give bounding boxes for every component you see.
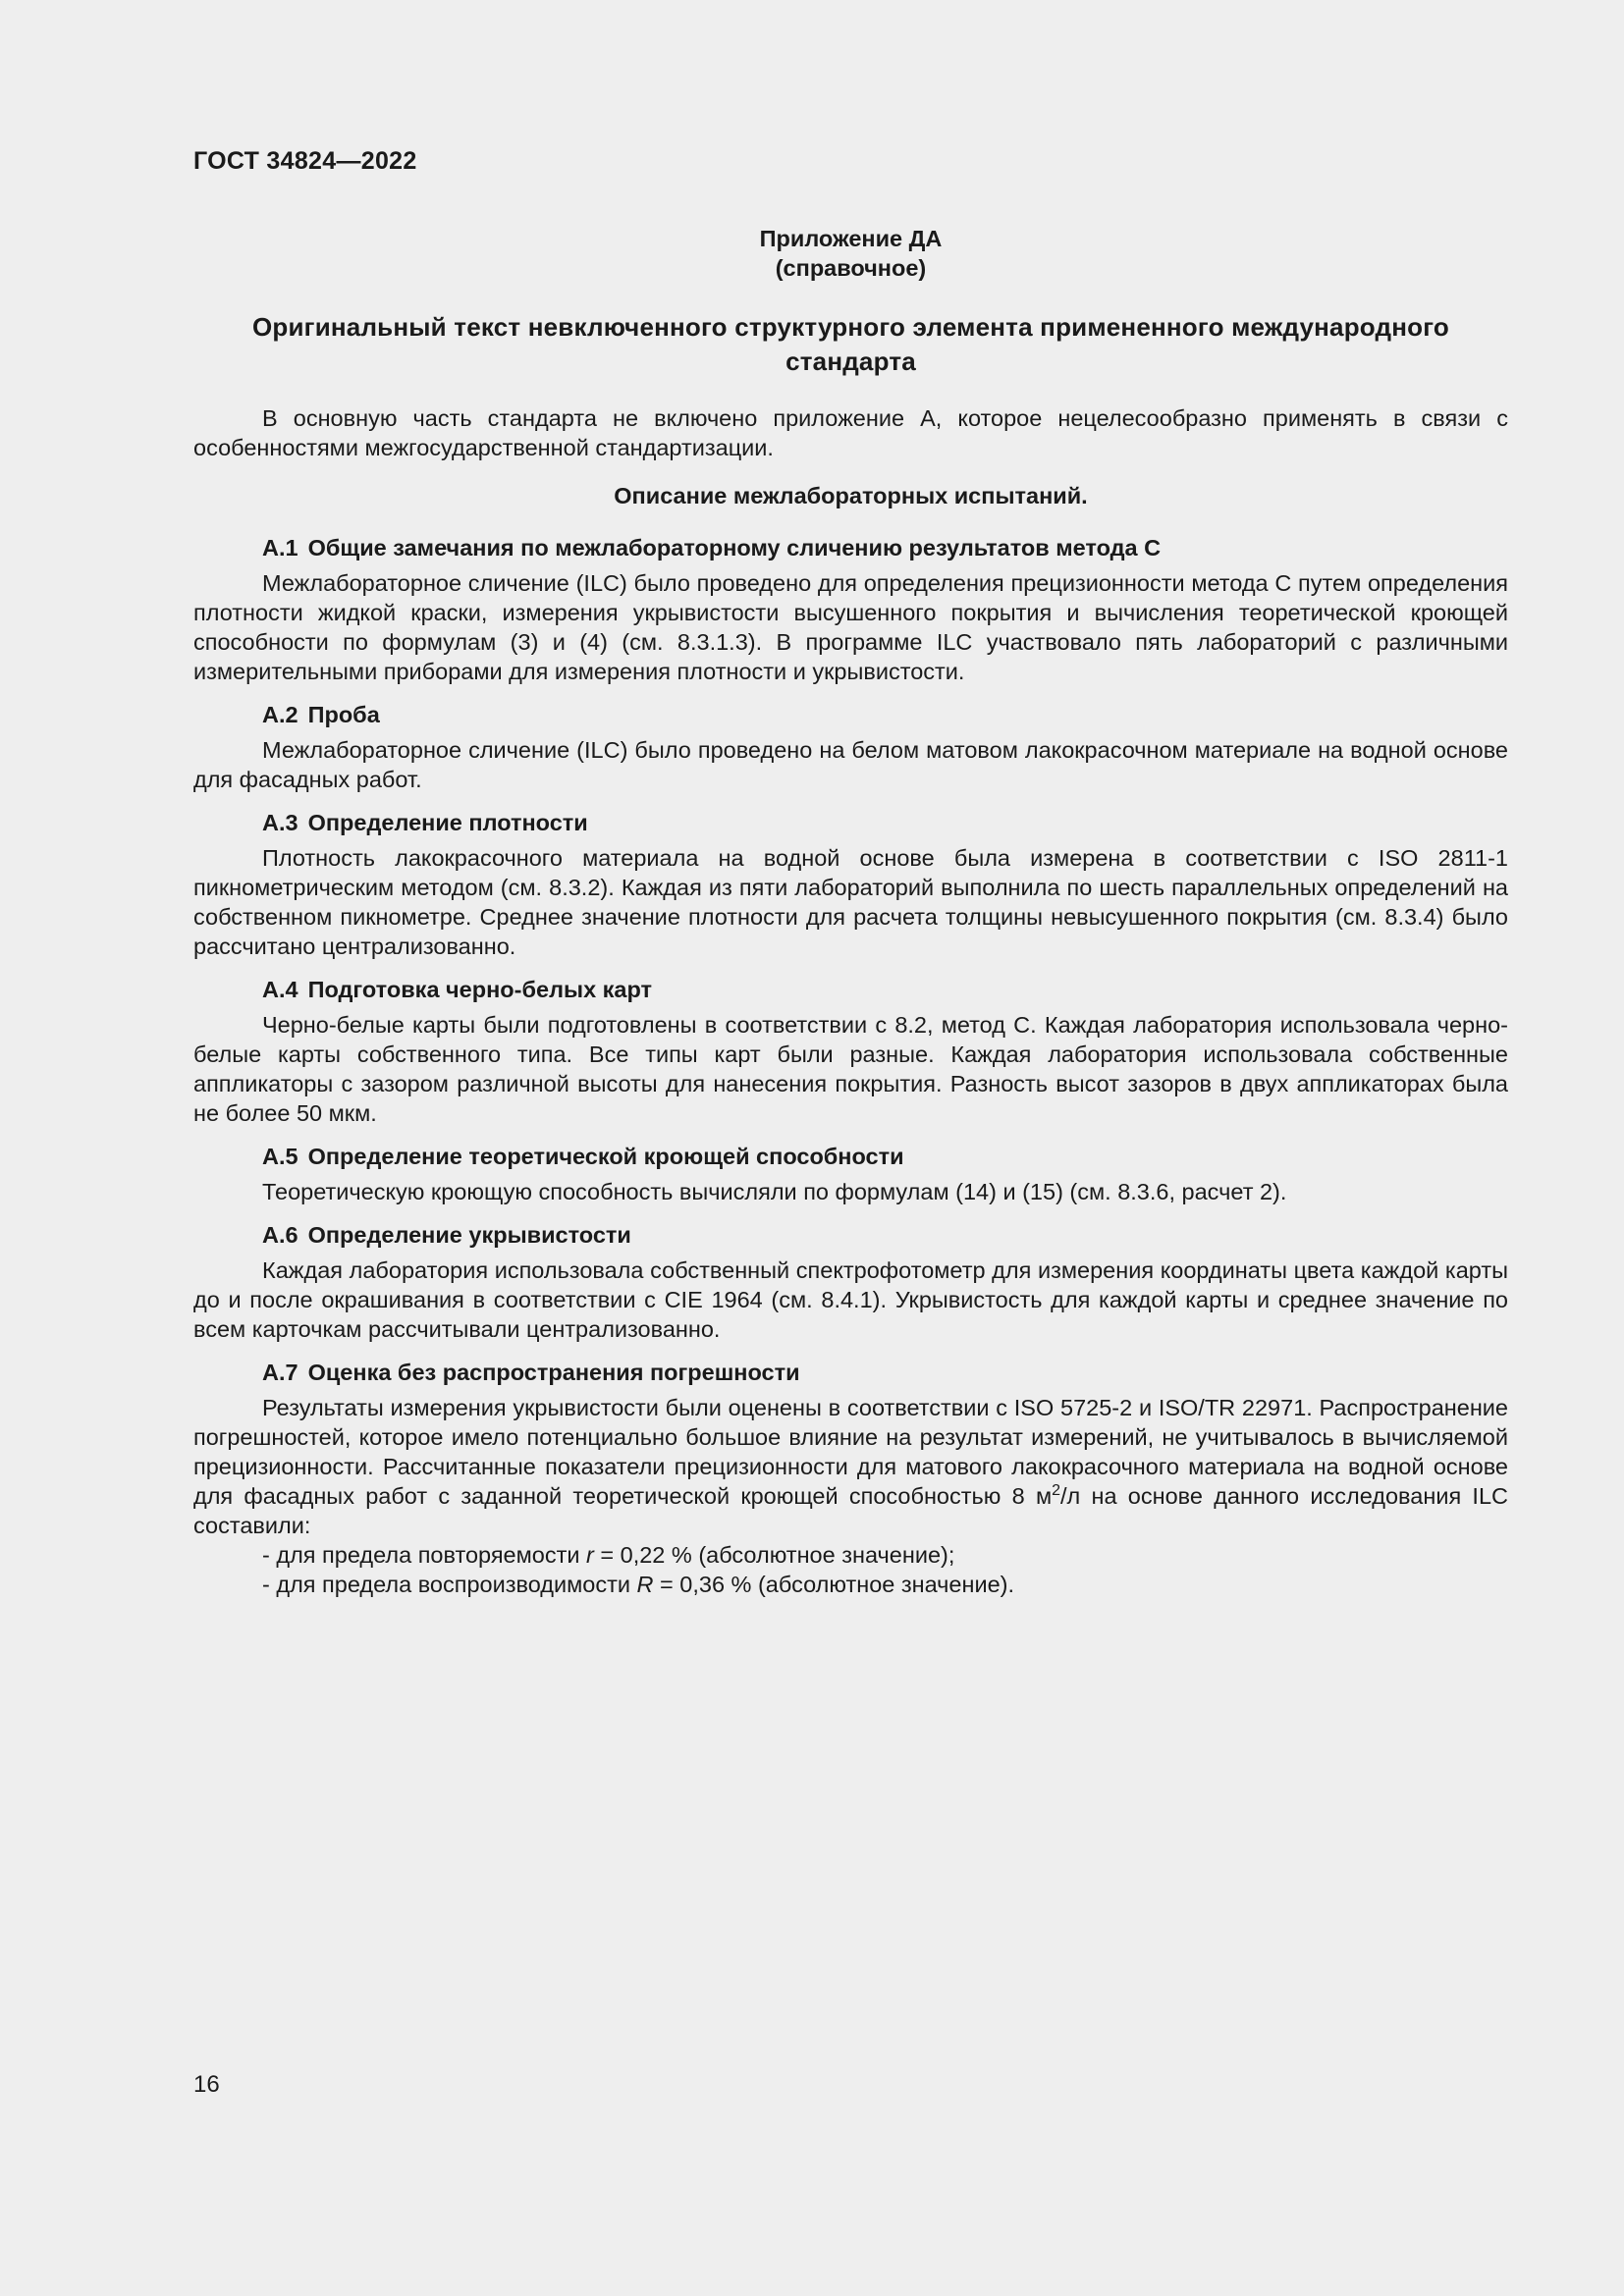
section-number: А.4 <box>262 977 298 1002</box>
section-text: Каждая лаборатория использовала собственный спектрофотометр для измерения координаты цвета каждой карты до и после окрашивания в соответствии с CIE 1964 (см. 8.4.1). Укрывистость для каждой карты и среднее значение по всем карточкам рассчитывали централизованно. <box>193 1257 1508 1342</box>
list-item <box>193 1570 1508 1599</box>
description-title: Описание межлабораторных испытаний. <box>614 483 1088 508</box>
page-content <box>193 224 1508 1599</box>
list-item <box>193 1540 1508 1570</box>
list-item-prefix: - для предела воспроизводимости <box>262 1572 637 1597</box>
section-text-part: /л на основе данного исследования ILC составили: <box>193 1483 1508 1538</box>
section-text: Теоретическую кроющую способность вычисляли по формулам (14) и (15) (см. 8.3.6, расчет 2). <box>262 1179 1287 1204</box>
section-number: А.7 <box>262 1360 298 1385</box>
section-title: Определение плотности <box>307 810 588 835</box>
section-text <box>193 1393 1508 1540</box>
list-item-symbol: r <box>586 1542 594 1568</box>
list-item-suffix: = 0,36 % (абсолютное значение). <box>653 1572 1015 1597</box>
section-title: Подготовка черно-белых карт <box>307 977 653 1002</box>
section-text: Межлабораторное сличение (ILC) было проведено на белом матовом лакокрасочном материале на водной основе для фасадных работ. <box>193 737 1508 792</box>
section-number: А.1 <box>262 535 298 561</box>
section-title: Проба <box>307 702 380 727</box>
list-item-symbol: R <box>636 1572 654 1597</box>
section-title: Определение теоретической кроющей способности <box>307 1144 904 1169</box>
section-heading <box>193 808 1508 837</box>
list-item-prefix: - для предела повторяемости <box>262 1542 587 1568</box>
section-heading <box>193 1142 1508 1171</box>
section-heading <box>193 533 1508 562</box>
appendix-label: Приложение ДА <box>759 226 943 251</box>
section-text: Черно-белые карты были подготовлены в соответствии с 8.2, метод С. Каждая лаборатория использовала черно-белые карты собственного типа. Все типы карт были разные. Каждая лаборатория использовала собственные аппликаторы с зазором различной высоты для нанесения покрытия. Разность высот зазоров в двух аппликаторах была не более 50 мкм. <box>193 1012 1508 1126</box>
superscript: 2 <box>1052 1482 1061 1499</box>
section-title: Общие замечания по межлабораторному сличению результатов метода С <box>307 535 1162 561</box>
page-number: 16 <box>193 2071 220 2098</box>
section-number: А.6 <box>262 1222 298 1248</box>
appendix-kind: (справочное) <box>775 255 927 281</box>
section-number: А.5 <box>262 1144 298 1169</box>
document-id: ГОСТ 34824—2022 <box>193 147 417 175</box>
section-heading <box>193 1358 1508 1387</box>
section-number: А.2 <box>262 702 298 727</box>
intro-paragraph: В основную часть стандарта не включено приложение А, которое нецелесообразно применять в связи с особенностями межгосударственной стандартизации. <box>193 405 1508 460</box>
section-text: Межлабораторное сличение (ILC) было проведено для определения прецизионности метода С путем определения плотности жидкой краски, измерения укрывистости высушенного покрытия и вычисления теоретической кроющей способности по формулам (3) и (4) (см. 8.3.1.3). В программе ILC участвовало пять лабораторий с различными измерительными приборами для измерения плотности и укрывистости. <box>193 570 1508 684</box>
section-number: А.3 <box>262 810 298 835</box>
appendix-title: Оригинальный текст невключенного структурного элемента примененного международного стандарта <box>251 312 1449 376</box>
section-heading <box>193 700 1508 729</box>
section-heading <box>193 975 1508 1004</box>
section-text: Плотность лакокрасочного материала на водной основе была измерена в соответствии с ISO 2811-1 пикнометрическим методом (см. 8.3.2). Каждая из пяти лабораторий выполнила по шесть параллельных определений на собственном пикнометре. Среднее значение плотности для расчета толщины невысушенного покрытия (см. 8.3.4) было рассчитано централизованно. <box>193 845 1508 959</box>
section-text-part: Результаты измерения укрывистости были оценены в соответствии с ISO 5725-2 и ISO/TR 22971. Распространение погрешностей, которое имело потенциально большое влияние на результат измерений, не учитывалось в вычисляемой прецизионности. Рассчитанные показатели прецизионности для матового лакокрасочного материала на водной основе для фасадных работ с заданной теоретической кроющей способностью 8 м <box>193 1395 1508 1509</box>
section-title: Определение укрывистости <box>307 1222 631 1248</box>
section-title: Оценка без распространения погрешности <box>307 1360 800 1385</box>
list-item-suffix: = 0,22 % (абсолютное значение); <box>593 1542 955 1568</box>
section-heading <box>193 1220 1508 1250</box>
